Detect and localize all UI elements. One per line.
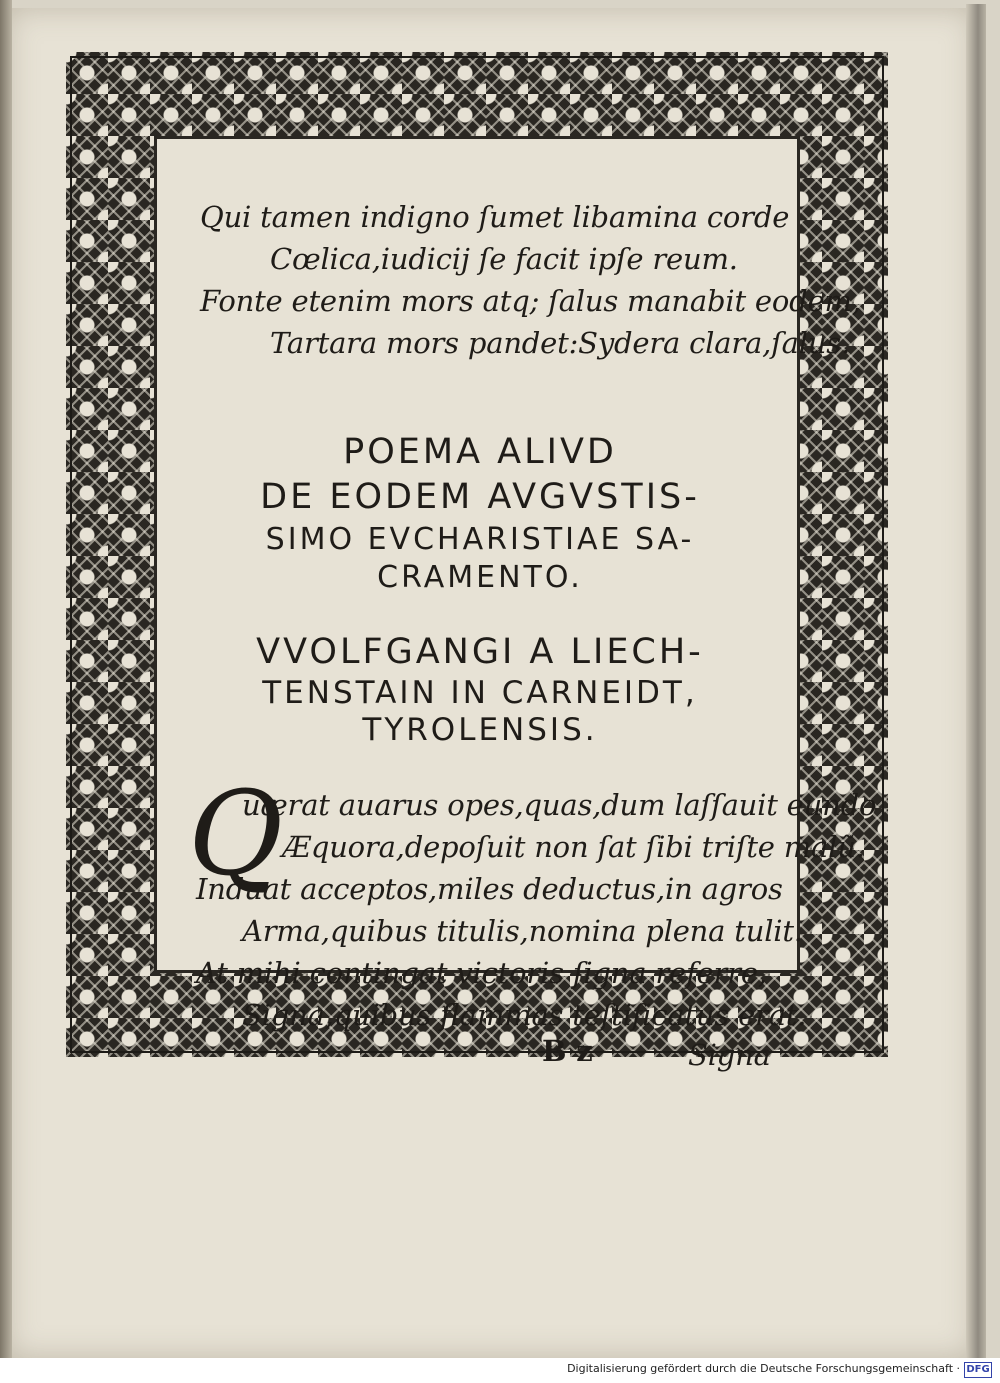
- title-line-2: DE EODEM AVGVSTIS-: [260, 477, 700, 517]
- poem1-line-3: Fonte etenim mors atq; ſalus manabit eodem,: [200, 284, 861, 318]
- author-line-2: TENSTAIN IN CARNEIDT,: [262, 675, 698, 711]
- funding-credit: Digitalisierung gefördert durch die Deutsche Forschungsgemeinschaft ·: [567, 1362, 960, 1375]
- title-line-3: SIMO EVCHARISTIAE SA-: [265, 522, 695, 557]
- poem2-line-2: Æquora,depoſuit non ſat ſibi triſte malũ.: [282, 830, 865, 864]
- poem2-line-3: Induat acceptos,miles deductus,in agros: [196, 872, 783, 906]
- poem2-line-5: At mihi contingat victoris ſigna referre,: [196, 956, 767, 990]
- author-line-1: VVOLFGANGI A LIECH-: [256, 632, 704, 672]
- author-line-3: TYROLENSIS.: [362, 712, 598, 748]
- poem2-line-6: Signa,quibus flammas teſtificatus erat.: [242, 998, 807, 1032]
- drop-cap: Q: [188, 767, 284, 902]
- catchword: Signa: [688, 1038, 771, 1072]
- poem1-line-4: Tartara mors pandet:Sydera clara,ſalus.: [270, 326, 850, 360]
- poem2-line-1: uærat auarus opes,quas,dum laſſauit eundo: [242, 788, 877, 822]
- book-binding-edge: [0, 0, 12, 1358]
- title-line-4: CRAMENTO.: [377, 560, 583, 595]
- poem1-line-1: Qui tamen indigno ſumet libamina corde: [200, 200, 790, 234]
- poem1-line-2: Cœlica,iudicij ſe facit ipſe reum.: [270, 242, 738, 276]
- digitization-footer: [0, 1358, 1000, 1383]
- title-line-1: POEMA ALIVD: [343, 432, 617, 472]
- poem2-line-4: Arma,quibus titulis,nomina plena tulit.: [242, 914, 803, 948]
- dfg-logo: DFG: [964, 1362, 992, 1378]
- signature-mark: B z: [542, 1034, 593, 1068]
